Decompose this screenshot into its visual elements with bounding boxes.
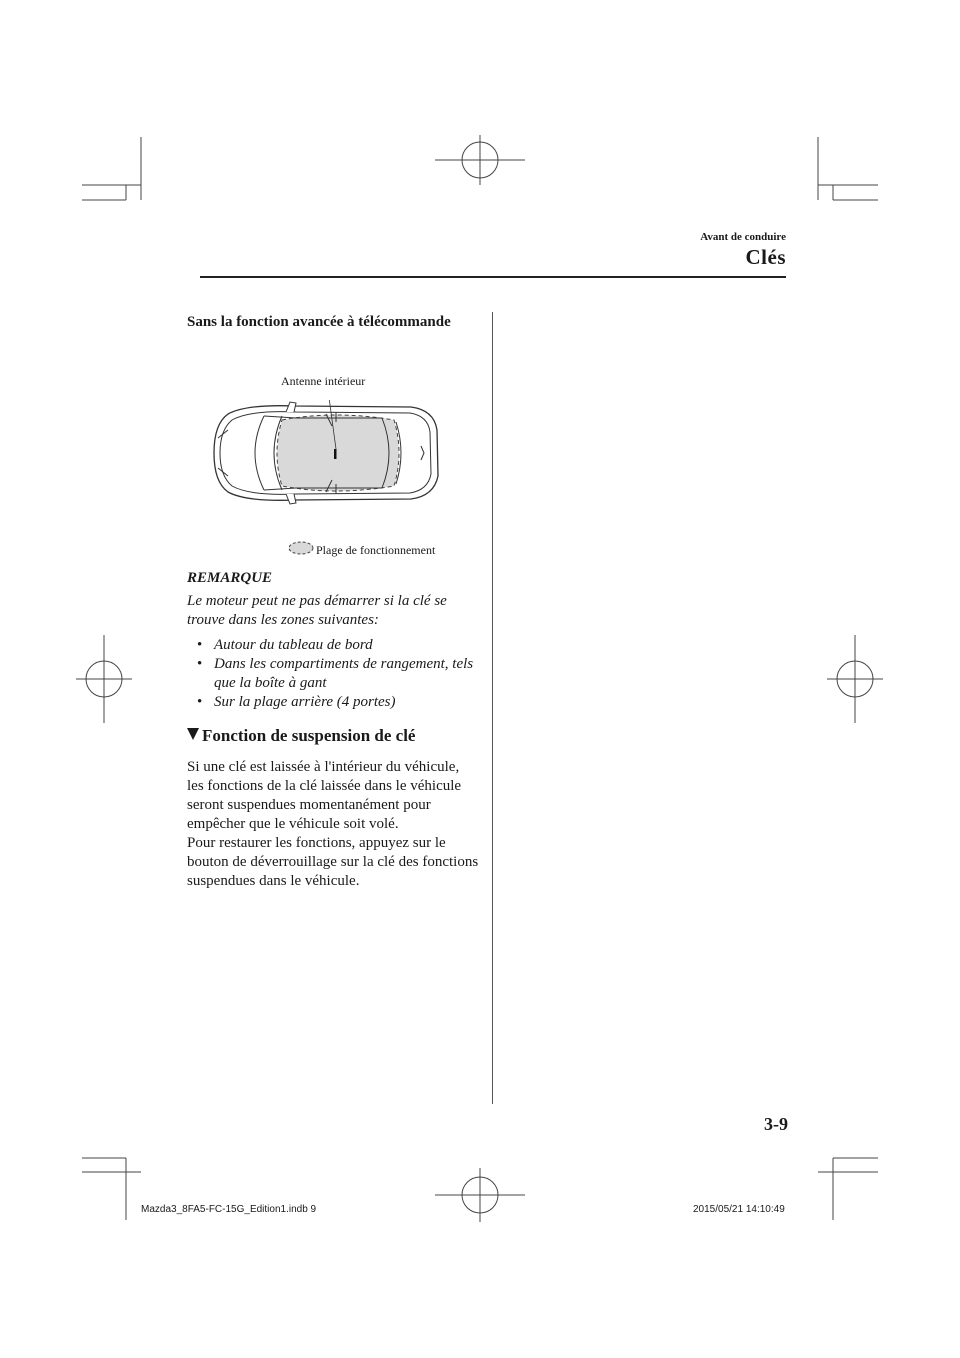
dashed-ellipse-icon <box>287 540 315 556</box>
down-triangle-icon <box>187 728 199 740</box>
footer-file: Mazda3_8FA5-FC-15G_Edition1.indb 9 <box>141 1204 317 1215</box>
header-section: Avant de conduire <box>700 231 786 243</box>
antenna-label: Antenne intérieur <box>281 374 366 388</box>
page-number: 3-9 <box>764 1114 788 1134</box>
bullet-icon: • <box>197 637 203 653</box>
note-list <box>187 636 479 712</box>
paragraph: Pour restaurer les fonctions, appuyez sur le bouton de déverrouillage sur la clé des fonctions suspendues dans le véhicule. <box>187 835 479 889</box>
list-item: • Autour du tableau de bord <box>197 637 373 653</box>
list-item: • Sur la plage arrière (4 portes) <box>197 694 396 710</box>
section-body <box>187 758 479 891</box>
range-label: Plage de fonctionnement <box>316 543 436 557</box>
list-item: • Dans les compartiments de rangement, tels que la boîte à gant <box>197 656 474 691</box>
bullet-icon: • <box>197 656 203 672</box>
header-rule <box>200 276 786 278</box>
note-text: Le moteur peut ne pas démarrer si la clé se trouve dans les zones suivantes: <box>187 593 447 628</box>
footer-timestamp: 2015/05/21 14:10:49 <box>693 1204 785 1215</box>
bullet-icon: • <box>197 694 203 710</box>
car-top-view-icon <box>206 400 442 506</box>
paragraph: Si une clé est laissée à l'intérieur du véhicule, les fonctions de la clé laissée dans le véhicule seront suspendues momentanément pour empêcher que le véhicule soit volé. <box>187 759 462 832</box>
subheading: Sans la fonction avancée à télécommande <box>187 314 451 330</box>
header-chapter-title: Clés <box>745 245 786 269</box>
note-title: REMARQUE <box>187 570 273 586</box>
column-divider <box>492 312 493 1104</box>
section-title: Fonction de suspension de clé <box>202 726 416 745</box>
section-heading <box>187 726 415 746</box>
